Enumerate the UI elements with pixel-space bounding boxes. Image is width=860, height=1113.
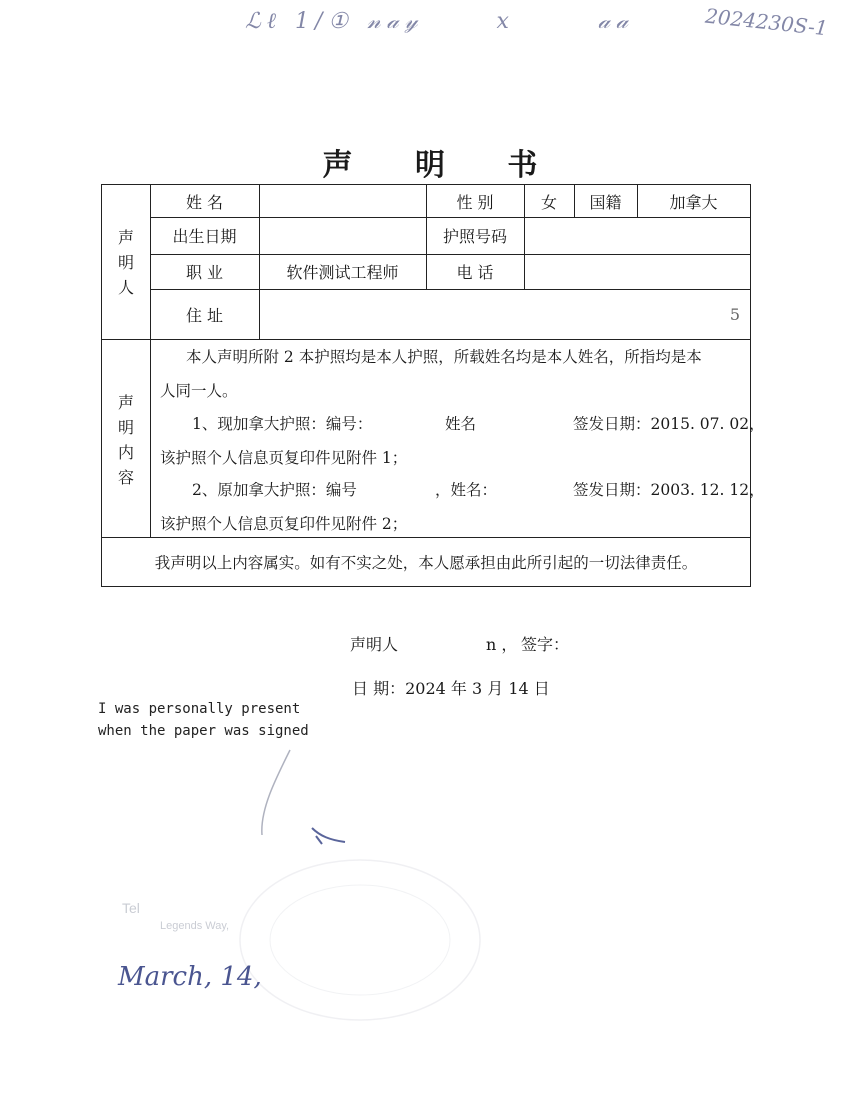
section-label-content: 声明内容 [117, 393, 134, 487]
address-label: 住 址 [185, 305, 224, 325]
item1-passport-number: 1、现加拿大护照：编号： [192, 415, 373, 433]
phone-label: 电 话 [456, 263, 494, 282]
occupation-value: 软件测试工程师 [286, 263, 399, 282]
handwritten-top-note: ℒℓ 1/① 𝓃𝒶𝓎 x 𝒶𝒶 [245, 9, 635, 34]
occupation-label: 职 业 [185, 263, 224, 282]
handwritten-date: March, 14, [118, 962, 262, 992]
item2-issue-date: 签发日期：2003. 12. 12， [573, 481, 765, 499]
stamp-tel: Tel [122, 900, 140, 916]
declaration-date: 日 期：2024 年 3 月 14 日 [352, 679, 550, 698]
section-label-declarant: 声明人 [117, 228, 134, 297]
signature-label: 签字： [521, 635, 570, 654]
witness-note-line-1: I was personally present [98, 701, 301, 717]
content-line-2: 人同一人。 [160, 382, 238, 400]
passport-number-label: 护照号码 [442, 227, 507, 246]
witness-note-line-2: when the paper was signed [98, 723, 309, 739]
declaration-table [101, 184, 765, 587]
handwritten-reference-number: 2024230S-1 [704, 3, 829, 41]
name-label: 姓 名 [185, 192, 224, 212]
birth-date-label: 出生日期 [172, 227, 237, 246]
item1-attachment: 该护照个人信息页复印件见附件 1； [160, 449, 408, 467]
declarant-name-fragment: n ， [486, 635, 518, 654]
liability-statement: 我声明以上内容属实。如有不实之处，本人愿承担由此所引起的一切法律责任。 [154, 553, 698, 572]
document-title: 声 明 书 [322, 148, 564, 183]
item2-name: ，姓名： [435, 481, 498, 499]
content-line-1: 本人声明所附 2 本护照均是本人护照，所载姓名均是本人姓名，所指均是本 [186, 348, 702, 366]
nationality-label: 国籍 [589, 192, 622, 212]
item2-attachment: 该护照个人信息页复印件见附件 2； [160, 515, 408, 533]
declarant-label: 声明人 [350, 635, 399, 654]
item1-name: 姓名 [445, 415, 477, 433]
address-tail: 5 [729, 304, 741, 324]
notary-stamp [110, 840, 490, 1040]
gender-value: 女 [540, 192, 557, 212]
stamp-address: Legends Way, [160, 920, 230, 932]
item1-issue-date: 签发日期：2015. 07. 02， [573, 415, 765, 433]
gender-label: 性 别 [456, 192, 494, 212]
item2-passport-number: 2、原加拿大护照：编号 [192, 481, 357, 499]
nationality-value: 加拿大 [669, 192, 718, 212]
